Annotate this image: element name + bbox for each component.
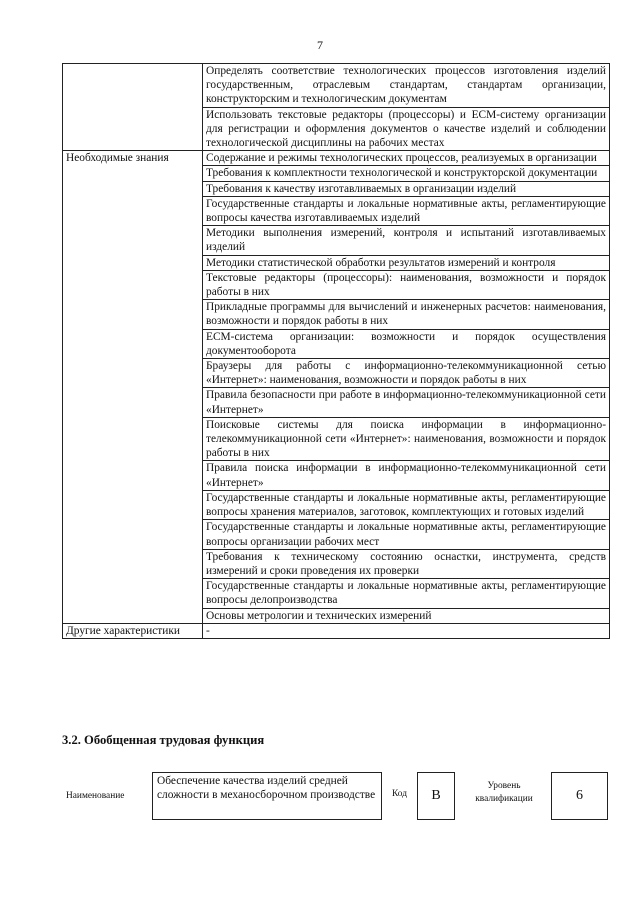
knowledge-table [62,63,610,639]
row-text: Текстовые редакторы (процессоры): наименования, возможности и порядок работы в них [203,270,610,299]
level-label-line1: Уровень [487,781,521,791]
row-text: Методики статистической обработки результатов измерений и контроля [203,255,610,270]
row-text: Поисковые системы для поиска информации в информационно-телекоммуникационной сети «Интернет»: наименования, возможности и порядок работы в них [203,417,610,461]
row-text: - [203,623,610,638]
table-row [63,623,610,638]
table-row [63,151,610,166]
row-text: Требования к качеству изготавливаемых в организации изделий [203,181,610,196]
row-text: Государственные стандарты и локальные нормативные акты, регламентирующие вопросы хранения материалов, заготовок, комплектующих и готовых изделий [203,490,610,519]
code-box: В [417,772,455,820]
code-label: Код [392,789,407,799]
row-text: ЕСМ-система организации: возможности и порядок осуществления документооборота [203,329,610,358]
row-label-other: Другие характеристики [63,623,203,638]
level-box: 6 [551,772,608,820]
row-text: Методики выполнения измерений, контроля и испытаний изготавливаемых изделий [203,226,610,255]
row-text: Определять соответствие технологических процессов изготовления изделий государственным, отраслевым стандартам, стандартам организации, конструкторским и технологическим документам [203,64,610,108]
row-text: Правила поиска информации в информационно-телекоммуникационной сети «Интернет» [203,461,610,490]
page-number: 7 [317,38,323,52]
name-label: Наименование [66,791,125,801]
row-label [63,64,203,151]
section-title: 3.2. Обобщенная трудовая функция [62,733,265,747]
row-text: Требования к комплектности технологической и конструкторской документации [203,166,610,181]
row-text: Правила безопасности при работе в информационно-телекоммуникационной сети «Интернет» [203,388,610,417]
row-label-knowledge: Необходимые знания [63,151,203,624]
row-text: Государственные стандарты и локальные нормативные акты, регламентирующие вопросы делопроизводства [203,579,610,608]
row-text: Браузеры для работы с информационно-телекоммуникационной сетью «Интернет»: наименования, возможности и порядок работы в них [203,359,610,388]
row-text: Использовать текстовые редакторы (процессоры) и ЕСМ-систему организации для регистрации и оформления документов о качестве изделий и соблюдении технологической дисциплины на рабочих местах [203,107,610,151]
row-text: Основы метрологии и технических измерений [203,608,610,623]
function-name-box: Обеспечение качества изделий средней сложности в механосборочном производстве [152,772,382,820]
row-text: Требования к техническому состоянию оснастки, инструмента, средств измерений и сроки проведения их проверки [203,549,610,578]
row-text: Содержание и режимы технологических процессов, реализуемых в организации [203,151,610,166]
row-text: Государственные стандарты и локальные нормативные акты, регламентирующие вопросы качества изготавливаемых изделий [203,196,610,225]
row-text: Прикладные программы для вычислений и инженерных расчетов: наименования, возможности и порядок работы в них [203,300,610,329]
level-label-line2: квалификации [475,794,533,804]
row-text: Государственные стандарты и локальные нормативные акты, регламентирующие вопросы организации рабочих мест [203,520,610,549]
table-row [63,64,610,108]
